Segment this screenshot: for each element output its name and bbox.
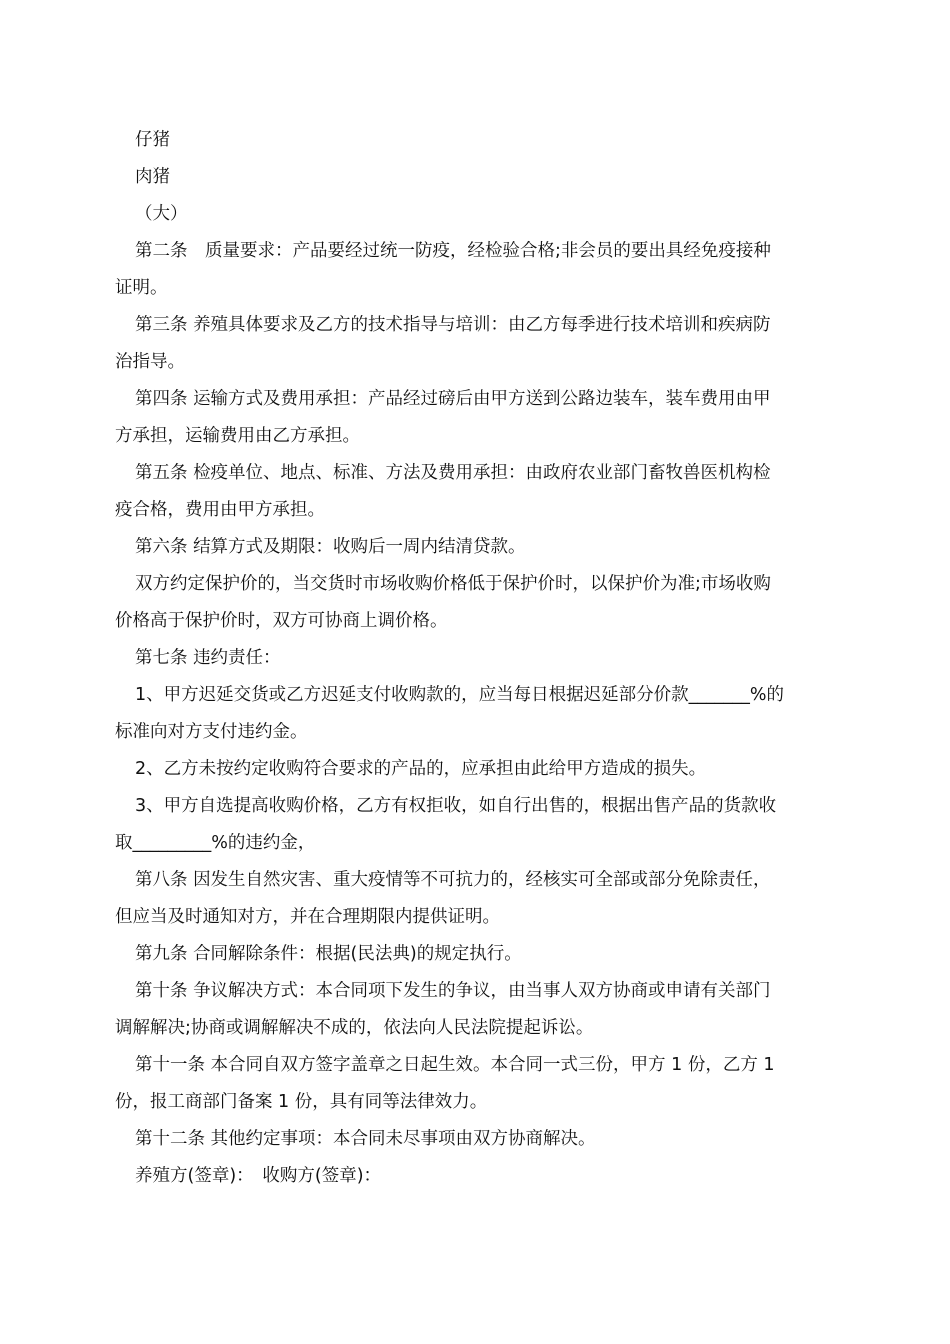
text-line: 肉猪	[135, 167, 170, 187]
text-line: 1、甲方迟延交货或乙方迟延支付收购款的，应当每日根据迟延部分价款_______%的	[135, 685, 785, 705]
text-line: 第四条 运输方式及费用承担：产品经过磅后由甲方送到公路边装车，装车费用由甲	[135, 389, 771, 409]
text-line: 第十条 争议解决方式：本合同项下发生的争议，由当事人双方协商或申请有关部门	[135, 981, 771, 1001]
text-line: 第八条 因发生自然灾害、重大疫情等不可抗力的，经核实可全部或部分免除责任，	[135, 870, 771, 890]
text-line: 第九条 合同解除条件：根据(民法典)的规定执行。	[135, 944, 522, 964]
text-line: 份，报工商部门备案 1 份，具有同等法律效力。	[115, 1092, 488, 1112]
text-line: 双方约定保护价的，当交货时市场收购价格低于保护价时，以保护价为准;市场收购	[135, 574, 771, 594]
text-line: 疫合格，费用由甲方承担。	[115, 500, 325, 520]
text-line: 第十二条 其他约定事项：本合同未尽事项由双方协商解决。	[135, 1129, 596, 1149]
text-line: 取_________%的违约金，	[115, 833, 316, 853]
text-line: 调解解决;协商或调解解决不成的，依法向人民法院提起诉讼。	[115, 1018, 594, 1038]
text-line: 第三条 养殖具体要求及乙方的技术指导与培训：由乙方每季进行技术培训和疾病防	[135, 315, 771, 335]
text-line: 仔猪	[135, 130, 170, 150]
text-line: （大）	[135, 204, 188, 224]
text-line: 3、甲方自选提高收购价格，乙方有权拒收，如自行出售的，根据出售产品的货款收	[135, 796, 777, 816]
text-line: 但应当及时通知对方，并在合理期限内提供证明。	[115, 907, 500, 927]
text-line: 养殖方(签章)： 收购方(签章)：	[135, 1166, 382, 1186]
text-line: 第五条 检疫单位、地点、标准、方法及费用承担：由政府农业部门畜牧兽医机构检	[135, 463, 771, 483]
text-line: 第七条 违约责任：	[135, 648, 281, 668]
text-line: 证明。	[115, 278, 168, 298]
text-line: 第十一条 本合同自双方签字盖章之日起生效。本合同一式三份，甲方 1 份，乙方 1	[135, 1055, 775, 1075]
text-line: 第二条 质量要求：产品要经过统一防疫，经检验合格;非会员的要出具经免疫接种	[135, 241, 771, 261]
text-line: 方承担，运输费用由乙方承担。	[115, 426, 360, 446]
text-line: 治指导。	[115, 352, 185, 372]
text-line: 标准向对方支付违约金。	[115, 722, 308, 742]
document-page	[115, 122, 839, 1195]
document-body	[115, 122, 839, 1195]
text-line: 第六条 结算方式及期限：收购后一周内结清贷款。	[135, 537, 526, 557]
text-line: 2、乙方未按约定收购符合要求的产品的，应承担由此给甲方造成的损失。	[135, 759, 707, 779]
text-line: 价格高于保护价时，双方可协商上调价格。	[115, 611, 448, 631]
